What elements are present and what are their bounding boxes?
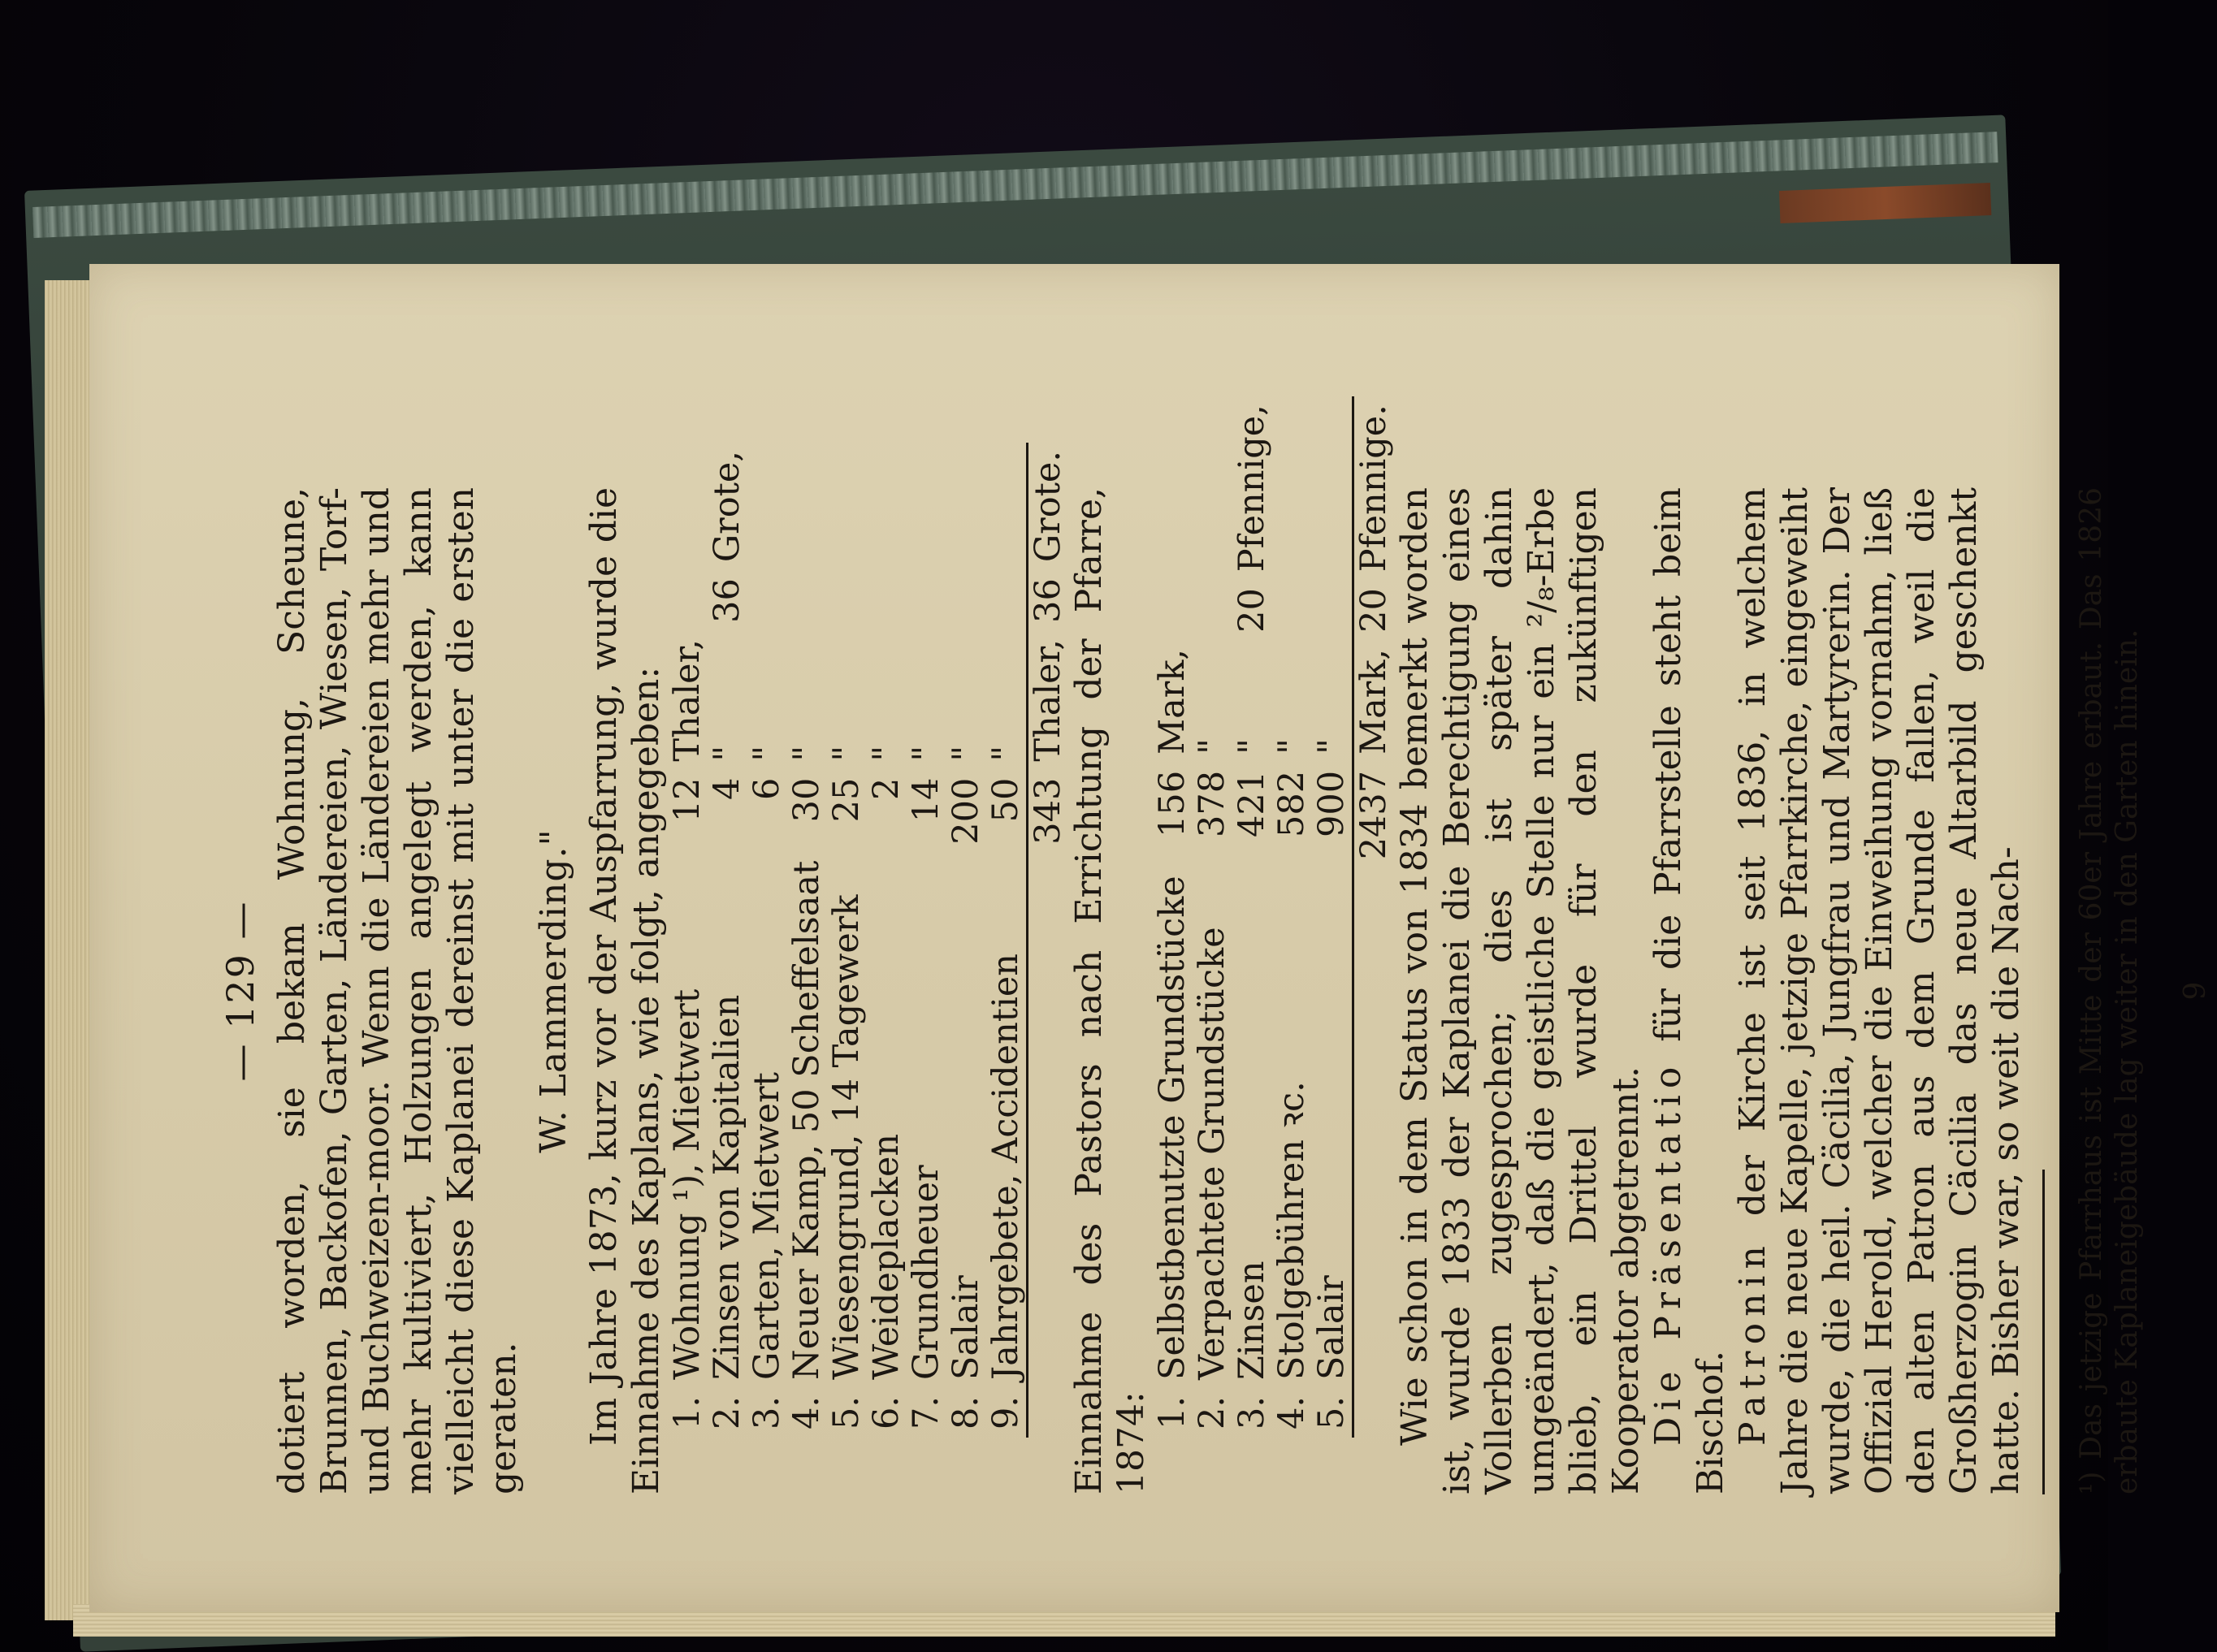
pastor-income-value: 900 <box>1311 770 1352 837</box>
kaplan-income-sub <box>867 570 907 631</box>
pastor-heading: Einnahme des Pastors nach Errichtung der Pfarre, 1874: <box>1068 487 1152 1494</box>
pastor-income-subunit: Pfennige, <box>1232 404 1272 573</box>
pastor-income-row <box>1153 396 1193 1438</box>
pastor-income-label: Stolgebühren ꝛc. <box>1271 1081 1312 1380</box>
pastor-income-subunit <box>1193 396 1232 580</box>
pastor-income-num: 3. <box>1232 1395 1272 1429</box>
pastor-income-subunit <box>1272 396 1312 580</box>
pastor-income-table <box>1153 396 1394 1438</box>
kaplan-income-subunit <box>986 443 1028 570</box>
footnote: ¹) Das jetzige Pfarrhaus ist Mitte der 60er Jahre erbaut. Das 1826 erbaute Kaplaneigebäude lag weiter in den Garten hinein. <box>2075 487 2144 1494</box>
kaplan-income-sub: 36 <box>707 578 747 623</box>
pastor-income-row <box>1232 396 1272 1438</box>
kaplan-income-value: 4 <box>707 777 747 800</box>
pastor-total-value: 2437 <box>1353 763 1395 867</box>
pastor-income-label: Verpachtete Grundstücke <box>1192 927 1232 1380</box>
kaplan-income-value: 50 <box>985 777 1026 823</box>
pastor-income-num: 2. <box>1192 1395 1232 1429</box>
kaplan-income-label: Wiesengrund, 14 Tagewerk <box>826 894 867 1380</box>
kaplan-income-row <box>787 443 827 1438</box>
pastor-income-num: 1. <box>1152 1395 1193 1429</box>
pastor-income-value: 156 <box>1152 770 1193 837</box>
kaplan-income-unit: Thaler, <box>667 638 708 762</box>
kaplan-income-unit: " <box>786 745 827 762</box>
kaplan-income-unit: " <box>826 745 867 762</box>
pastor-income-row <box>1193 396 1232 1438</box>
kaplan-income-value: 25 <box>826 777 867 823</box>
kaplan-income-label: Neuer Kamp, 50 Scheffelsaat <box>786 860 827 1380</box>
kaplan-income-unit: " <box>906 745 946 762</box>
paragraph-4-lead: Die Präsentatio <box>1648 1060 1689 1446</box>
kaplan-income-unit: " <box>707 745 747 762</box>
kaplan-income-label: Jahrgebete, Accidentien <box>985 954 1026 1380</box>
kaplan-income-num: 4. <box>786 1395 827 1429</box>
kaplan-income-num: 5. <box>826 1395 867 1429</box>
pastor-income-unit: " <box>1271 738 1312 755</box>
kaplan-income-num: 7. <box>906 1395 946 1429</box>
kaplan-income-num: 8. <box>946 1395 986 1429</box>
kaplan-income-row <box>827 443 867 1438</box>
kaplan-income-row <box>907 443 946 1438</box>
paragraph-5-lead: Patronin <box>1732 1239 1773 1446</box>
kaplan-total-unit: Thaler, <box>1028 631 1069 770</box>
kaplan-income-num: 2. <box>707 1395 747 1429</box>
kaplan-income-sub <box>907 570 946 631</box>
kaplan-income-row <box>986 443 1028 1438</box>
kaplan-income-unit: " <box>866 745 907 762</box>
kaplan-income-value: 12 <box>667 777 708 823</box>
kaplan-income-row <box>668 443 708 1438</box>
pastor-income-unit: Mark, <box>1152 648 1193 755</box>
paragraph-4-text: für die Pfarrstelle steht beim Bischof. <box>1648 487 1731 1494</box>
kaplan-income-num: 9. <box>985 1395 1026 1429</box>
pastor-income-sub <box>1153 580 1193 641</box>
pastor-income-sub <box>1193 580 1232 641</box>
kaplan-income-subunit <box>907 443 946 570</box>
kaplan-income-sub <box>946 570 986 631</box>
pastor-income-row <box>1272 396 1312 1438</box>
kaplan-income-unit: " <box>747 745 787 762</box>
kaplan-income-subunit: Grote, <box>707 450 747 563</box>
pastor-income-value: 378 <box>1192 770 1232 837</box>
kaplan-income-num: 1. <box>667 1395 708 1429</box>
pastor-income-subunit <box>1312 396 1353 580</box>
kaplan-income-row <box>867 443 907 1438</box>
kaplan-total-value: 343 <box>1028 770 1069 853</box>
kaplan-income-sub <box>787 570 827 631</box>
kaplan-income-table <box>668 443 1068 1438</box>
pastor-income-value: 421 <box>1232 770 1272 837</box>
page-number: 9 <box>2179 981 2212 1001</box>
paragraph-5 <box>1732 487 2028 1494</box>
kaplan-income-row <box>747 443 787 1438</box>
kaplan-income-row <box>708 443 747 1438</box>
pastor-income-subunit <box>1153 396 1193 580</box>
kaplan-total-row <box>1028 443 1069 1438</box>
kaplan-income-subunit <box>946 443 986 570</box>
page-stack-left <box>45 280 93 1620</box>
pastor-income-num: 4. <box>1271 1395 1312 1429</box>
pastor-total-subunit: Pfennige. <box>1353 396 1395 580</box>
signature-quote: W. Lammerding." <box>533 828 574 1153</box>
kaplan-income-subunit <box>747 443 787 570</box>
pastor-total-unit: Mark, <box>1353 641 1395 763</box>
paragraph-4 <box>1648 487 1732 1494</box>
kaplan-income-label: Zinsen von Kapitalien <box>707 994 747 1380</box>
kaplan-income-subunit <box>787 443 827 570</box>
pastor-income-unit: " <box>1311 738 1352 755</box>
kaplan-income-unit: " <box>946 745 986 762</box>
kaplan-income-value: 30 <box>786 777 827 823</box>
page-header: — 129 — <box>219 900 262 1082</box>
kaplan-income-value: 2 <box>866 777 907 800</box>
kaplan-total-subunit: Grote. <box>1028 443 1069 570</box>
kaplan-income-subunit <box>827 443 867 570</box>
page-text-block <box>219 404 2212 1494</box>
paragraph-2: Im Jahre 1873, kurz vor der Auspfarrung, wurde die Einnahme des Kaplans, wie folgt, angegeben: <box>583 487 667 1494</box>
pastor-income-unit: " <box>1232 738 1272 755</box>
pastor-income-sub: 20 <box>1232 588 1272 633</box>
pastor-income-value: 582 <box>1271 770 1312 837</box>
kaplan-income-label: Salair <box>946 1275 986 1380</box>
paragraph-1: dotiert worden, sie bekam Wohnung, Scheune, Brunnen, Backofen, Garten, Ländereien, Wiesen, Torf- und Buchweizen-moor. Wenn die Ländereien mehr und mehr kultiviert, Holzungen angelegt werden, kann vielleicht diese Kaplanei dereinst mit unter die ersten geraten. <box>271 487 524 1494</box>
pastor-income-unit: " <box>1192 738 1232 755</box>
pastor-income-label: Salair <box>1311 1275 1352 1380</box>
kaplan-income-subunit <box>668 443 708 570</box>
kaplan-income-value: 200 <box>946 777 986 845</box>
pastor-income-sub <box>1272 580 1312 641</box>
pastor-income-num: 5. <box>1311 1395 1352 1429</box>
pastor-income-sub <box>1312 580 1353 641</box>
pastor-income-label: Zinsen <box>1232 1261 1272 1380</box>
kaplan-income-value: 14 <box>906 777 946 823</box>
kaplan-income-num: 6. <box>866 1395 907 1429</box>
kaplan-income-value: 6 <box>747 777 787 800</box>
kaplan-income-sub <box>827 570 867 631</box>
pastor-income-label: Selbstbenutzte Grundstücke <box>1152 876 1193 1380</box>
paragraph-5-text: der Kirche ist seit 1836, in welchem Jahre die neue Kapelle, jetzige Pfarrkirche, eingeweiht wurde, die heil. Cäcilia, Jungfrau und Martyrerin. Der Offizial Herold, welcher die Einweihung vornahm, ließ den alten Patron aus dem Grunde fallen, weil die Großherzogin Cäcilia das neue Altarbild geschenkt hatte. Bisher war, so weit die Nach- <box>1732 487 2027 1494</box>
paragraph-3: Wie schon in dem Status von 1834 bemerkt worden ist, wurde 1833 der Kaplanei die Berechtigung eines Vollerben zugesprochen; dies ist später dahin umgeändert, daß die geistliche Stelle nur ein ²/₈-Erbe blieb, ein Drittel wurde für den zukünftigen Kooperator abgetrennt. <box>1394 487 1647 1494</box>
kaplan-income-sub <box>668 570 708 631</box>
kaplan-income-subunit <box>867 443 907 570</box>
kaplan-income-label: Garten, Mietwert <box>747 1072 787 1380</box>
kaplan-income-unit: " <box>985 745 1026 762</box>
kaplan-income-sub <box>747 570 787 631</box>
kaplan-income-label: Grundheuer <box>906 1165 946 1380</box>
kaplan-income-label: Wohnung ¹), Mietwert <box>667 988 708 1380</box>
kaplan-income-num: 3. <box>747 1395 787 1429</box>
kaplan-income-label: Weideplacken <box>866 1133 907 1380</box>
kaplan-total-sub: 36 <box>1028 570 1069 631</box>
pastor-income-row <box>1312 396 1353 1438</box>
pastor-total-row <box>1353 396 1395 1438</box>
kaplan-income-sub <box>986 570 1028 631</box>
footnote-separator <box>2042 1170 2045 1494</box>
pastor-total-sub: 20 <box>1353 580 1395 641</box>
kaplan-income-row <box>946 443 986 1438</box>
